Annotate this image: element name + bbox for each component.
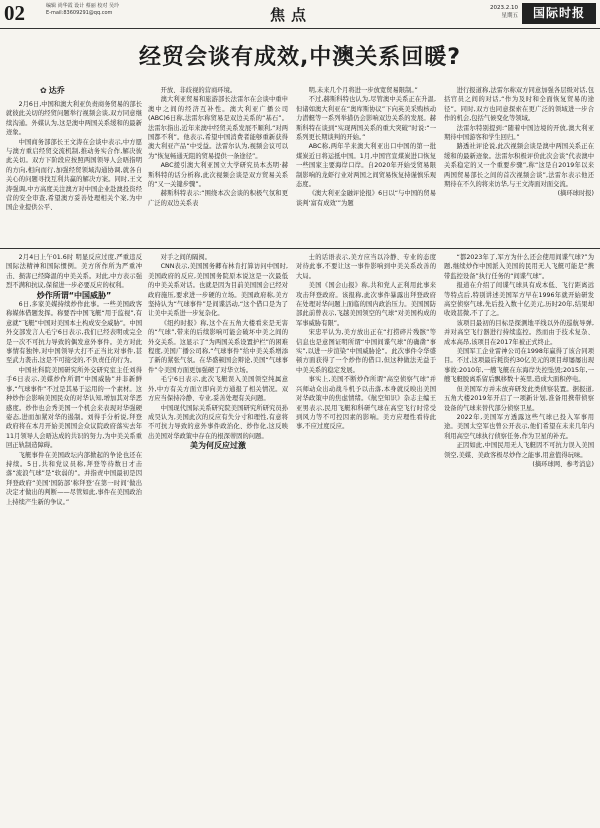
paragraph: 士的话语表示,美方应当以冷静、专业的态度对待此事,不要让这一事件影响到中美关系改善的大局。: [296, 254, 436, 280]
issue-date: [478, 4, 518, 20]
page-number: 02: [4, 1, 25, 25]
paragraph: 开放、非歧视的营商环境。: [160, 87, 237, 94]
paragraph: 毛宁6日表示,此次飞艇误入美国领空纯属意外,中方有关方面立即向美方通报了相关情况。双方应当保持冷静、专业,妥善处理有关问题。: [148, 376, 288, 403]
paragraph: 澳大利亚贸易和旅游部长法雷尔在会谈中重申澳中之间的经济互补性。澳大利亚广播公司(ABC)6日称,法雷尔称贸易是双边关系的“基石”。法雷尔指出,近年来澳中经贸关系发展不顺利,“对两国都不利”。他表示,希望中国消费者能够重新获得澳大利亚产品“中受益。法雷尔认为,视频会议可以为“恢复畅通无阻的贸易提供一条途径”。: [148, 96, 288, 160]
article2-column-2: [148, 253, 288, 825]
section-title: 焦点: [270, 6, 313, 24]
subheading-2: 美为何反应过激: [190, 441, 246, 451]
article1-column-1: [6, 100, 142, 246]
paragraph: 中国商务部部长王文涛在会谈中表示,中方愿与澳方重启经贸交流机制,推动务实合作,解决彼此关切。双方下阶段应按照两国领导人会晤指明的方向,相向而行,加强经贸领域沟通协调,就各自关心的问题寻找互利共赢的解决方案。同时,王文涛强调,中方高度关注澳方对中国企业赴澳投资经营的安全审查,希望澳方妥善处理相关个案,为中国企业提供公平、: [6, 138, 142, 212]
paragraph: “都2023年了,军方为什么还会使用间谍气球?”为题,继续炒作中国派入美国的民用无人飞艇可能是“携带监控设备”执行任务的“间谍气球”。: [444, 254, 594, 280]
date-text: 2023.2.10: [490, 5, 518, 11]
byline-author: 达乔: [48, 86, 65, 95]
paragraph: 2022年,美国军方透露这些气球已投入军事用途。美国太空军也曾公开表示,他们希望在未来几年内利用高空气球执行侦察任务,作为卫星的补充。: [444, 413, 594, 440]
paragraph: 法雷尔特别提到:“随着中国边境的开放,澳大利亚期待中国游客和学生回归。”: [444, 124, 594, 142]
paragraph: 6日,多家美媒持续炒作此事。一些美国政客称媒体借题发挥。称要吞中国飞艇“用于监视”,有意就“飞艇”中国对美国本土构成安全威胁”。中国外交部发言人毛宁6日表示,我们已经表明或完全是一次不可抗力导致的偶发意外事件。美方对此事情有独钟,对中国领导大打不正当比对事件,甚至武力袭击,这是不可接受的,不负责任的行为。: [6, 301, 142, 365]
headline: 经贸会谈有成效,中澳关系回暖?: [138, 45, 462, 70]
subheading: 炒作所谓“中国威胁”: [36, 290, 112, 300]
byline: [40, 85, 65, 96]
editor-line: 编辑 尚华霞 设计 蔡丽 校对 吴玲: [46, 3, 119, 9]
paragraph: ABC称,两年半来澳大利亚出口中国的第一批煤炭近日将运抵中国。1月,中国官宣煤炭进口恢复一些国家主要海岸口岸。自2020年开始受贸易限制影响的龙虾行业对两国之间贸易恢复持谨慎乐观态度。: [296, 143, 436, 189]
article2-credit: (摘环球网、参考消息): [532, 460, 594, 468]
paragraph: 2月6日,中国和澳大利亚负责商务贸易的部长就彼此关切的经贸问题举行视频会谈,双方同意继续沟通。外媒认为,这是澳中两国关系缓和的最新迹象。: [6, 101, 142, 137]
star-icon: ✿: [40, 86, 47, 95]
article1-column-2: [148, 86, 288, 246]
paragraph: 《纽约时报》称,这个在五角大楼看来是无害的“气球”,带来的后续影响可能会破坏中美之间的外交关系。这显示了“为两国关系设置护栏”的困难程度,美国广播公司称,“气球事件”给中美关系增添了新的紧张气氛。在华盛顿国会辩论,美国“气球事件”令美国方面更加强硬了对华立场。: [148, 319, 288, 374]
page-header: [0, 0, 600, 29]
article1-credit: (摘环球时报): [557, 190, 594, 198]
newspaper-logo: 国际时报: [522, 3, 596, 24]
paragraph: 中国现代国际关系研究院美国研究所研究员孙成昊认为,美国此次的反应有失分寸和理性,有意将不可抗力导致的意外事件政治化、炒作化,这反映出美国对华政策中存在的根深蒂固的问题。: [148, 404, 288, 440]
paragraph: 不过,赫斯科特也认为,尽管澳中关系正在升温,但诸如澳大利亚在“奥库斯协议”下向英美采购核动力潜艇等一系列举措仍会影响双边关系的发展。赫斯科特在谈到“实现两国关系的重大突破”时说:“一系列更长期谈判的开始。”: [296, 96, 436, 142]
paragraph: 明,未来几个月将进一步放宽贸易限制。”: [308, 87, 418, 94]
editor-info: [46, 3, 119, 17]
paragraph: 但美国军方并未放弃研发此类侦察装置。据报道,五角大楼2019年开启了一项新计划,准备用携带侦察设备的气球来替代部分侦察卫星。: [444, 385, 594, 412]
paragraph: 赫斯科特表示:“围绕本次会谈的积极气氛和更广泛的双边关系表: [148, 190, 288, 207]
weekday-text: 星期五: [501, 13, 518, 19]
paragraph: 中国社科院美国研究所外交研究室主任刘得手6日表示,美媒炒作所谓“中国威胁”并非新鲜事,“气球事件”不过是其易于运用的一个素材。这种炒作会影响美国民众的对华认知,增加其对华恶感度。炒作也会秀美国一个机会来表现对华强硬姿态,进而加紧对华的遏制。刘得手分析说,拜登政府将在本月开始美国国会众议院政府落实去年11月领导人会晤达成的共识的努力,为中美关系重回正轨制造障碍。: [6, 366, 142, 450]
article1-column-4: [444, 86, 594, 246]
paragraph: 事实上,美国不断炒作所谓“高空侦察气球”并兴师动众出动战斗机予以击落,本身就反映出美国对华政策中的焦虑情绪。《航空知识》杂志主编王亚男表示,民用飞艇和科研气球在高空飞行时常受到风力等不可控因素的影响。美方应理性看待此事,不应过度反应。: [296, 376, 436, 431]
paragraph: 《澳大利亚金融评论报》6日以“与中国的贸易谈判‘富有成效’”为题: [296, 190, 436, 207]
article2-column-3: [296, 253, 436, 825]
paragraph: 该项目最初的目标是探测地平线以外的巡航导弹,并对高空飞行器进行持续监控。然而由于技术复杂、成本高昂,该项目在2017年被正式终止。: [444, 319, 594, 346]
paragraph: 2月4日上午01.6时 明显反应过度,严重违反国际法精神和国际惯例。美方所作所为严重冲击、损害已经降温的中美关系。对此,中方表示强烈不满和抗议,保留进一步必要反应的权利。: [6, 254, 142, 290]
article2-column-4: [444, 253, 594, 825]
article1-column-3: [296, 86, 436, 246]
paragraph: 美国《国会山报》称,共和党人正利用此事来攻击拜登政府。该报称,此次事件暴露出拜登政府在处理对华问题上面临的国内政治压力。美国国防部此前曾表示,飞越美国领空的气球“对美国构成的军事威胁有限”。: [296, 282, 436, 327]
paragraph: 路透社评论说,此次视频会谈是澳中两国关系正在缓和的最新迹象。法雷尔积极评价此次会谈“代表澳中关系稳定的又一个重要步骤”,称“这是自2019年以来两国贸易部长之间的首次视频会谈”,法雷尔表示他还期待在不久的将来访华,与王文涛面对面交流。: [444, 143, 594, 189]
paragraph: 飞艇事件在美国政坛内部掀起的争论也还在持续。5日,共和党议员称,拜登等待数日才击落“流浪气球”是“软弱的”。并指责中国最初是因拜登政府“美国‘国防部’称拜登‘在第一时间’做出决定才做出的判断——尽管如此,事件在美国政治上持续产生新的争议。”: [6, 451, 142, 506]
paragraph: 美国军工企业雷神公司在1998年赢得了该合同项目。不过,这项最后耗资约30亿美元的项目却屡屡出现事故:2010年,一艘飞艇在东海岸失控坠毁;2015年,一艘飞艇脱离系留后飘移数十英里,造成大面积停电。: [444, 348, 594, 384]
paragraph: ABC援引澳大利亚国立大学研究员本杰明·赫斯科特的话分析称,此次视频会谈是双方贸易关系的“又一关键步骤”。: [148, 162, 288, 189]
paragraph: 正因如此,中国民用无人飞艇因不可抗力误入美国领空,美媒、美政客极尽炒作之能事,用意值得玩味。: [444, 442, 594, 459]
section-divider: [0, 248, 600, 249]
paragraph: CNN表示,美国国务卿布林肯打算访问中国时,美国政府的反应,美国国务院原本说这是一次最低的中美关系对话。也就是因为目前美国国会已经对政府施压,要求进一步硬的立场。美国政府称,美方坚持认为“气球事件”是间谍活动,“这个借口是为了让美中关系进一步复杂化。: [148, 263, 288, 318]
article2-column-1: [6, 253, 142, 825]
paragraph: 报道在介绍了间谍气球具有成本低、飞行距离远等特点后,特别讲述美国军方早在1996年就开始研发高空侦察气球,先后投入数十亿美元,历时20年,结果却收效甚微,不了了之。: [444, 282, 594, 318]
paragraph: 进行报道称,法雷尔称双方同意加强各层级对话,包括官员之间的对话,“作为及时和全面恢复贸易的途径”。同时,双方也同意探索在更广泛的领域进一步合作的机会,包括气候变化等领域。: [444, 87, 594, 123]
paragraph: 对手之间的隔阂。: [160, 254, 211, 261]
editor-email: E-mail:83609291@qq.com: [46, 10, 113, 16]
paragraph: 宋忠平认为,美方放出正在“打捞碎片残骸”等信息也是意图证明所谓“中国间谍气球”的确凿“事实”,以进一步渲染“中国威胁论”。此次事件令华盛顿方面获得了一个炒作的借口,但这种做法无益于中美关系的稳定发展。: [296, 329, 436, 374]
